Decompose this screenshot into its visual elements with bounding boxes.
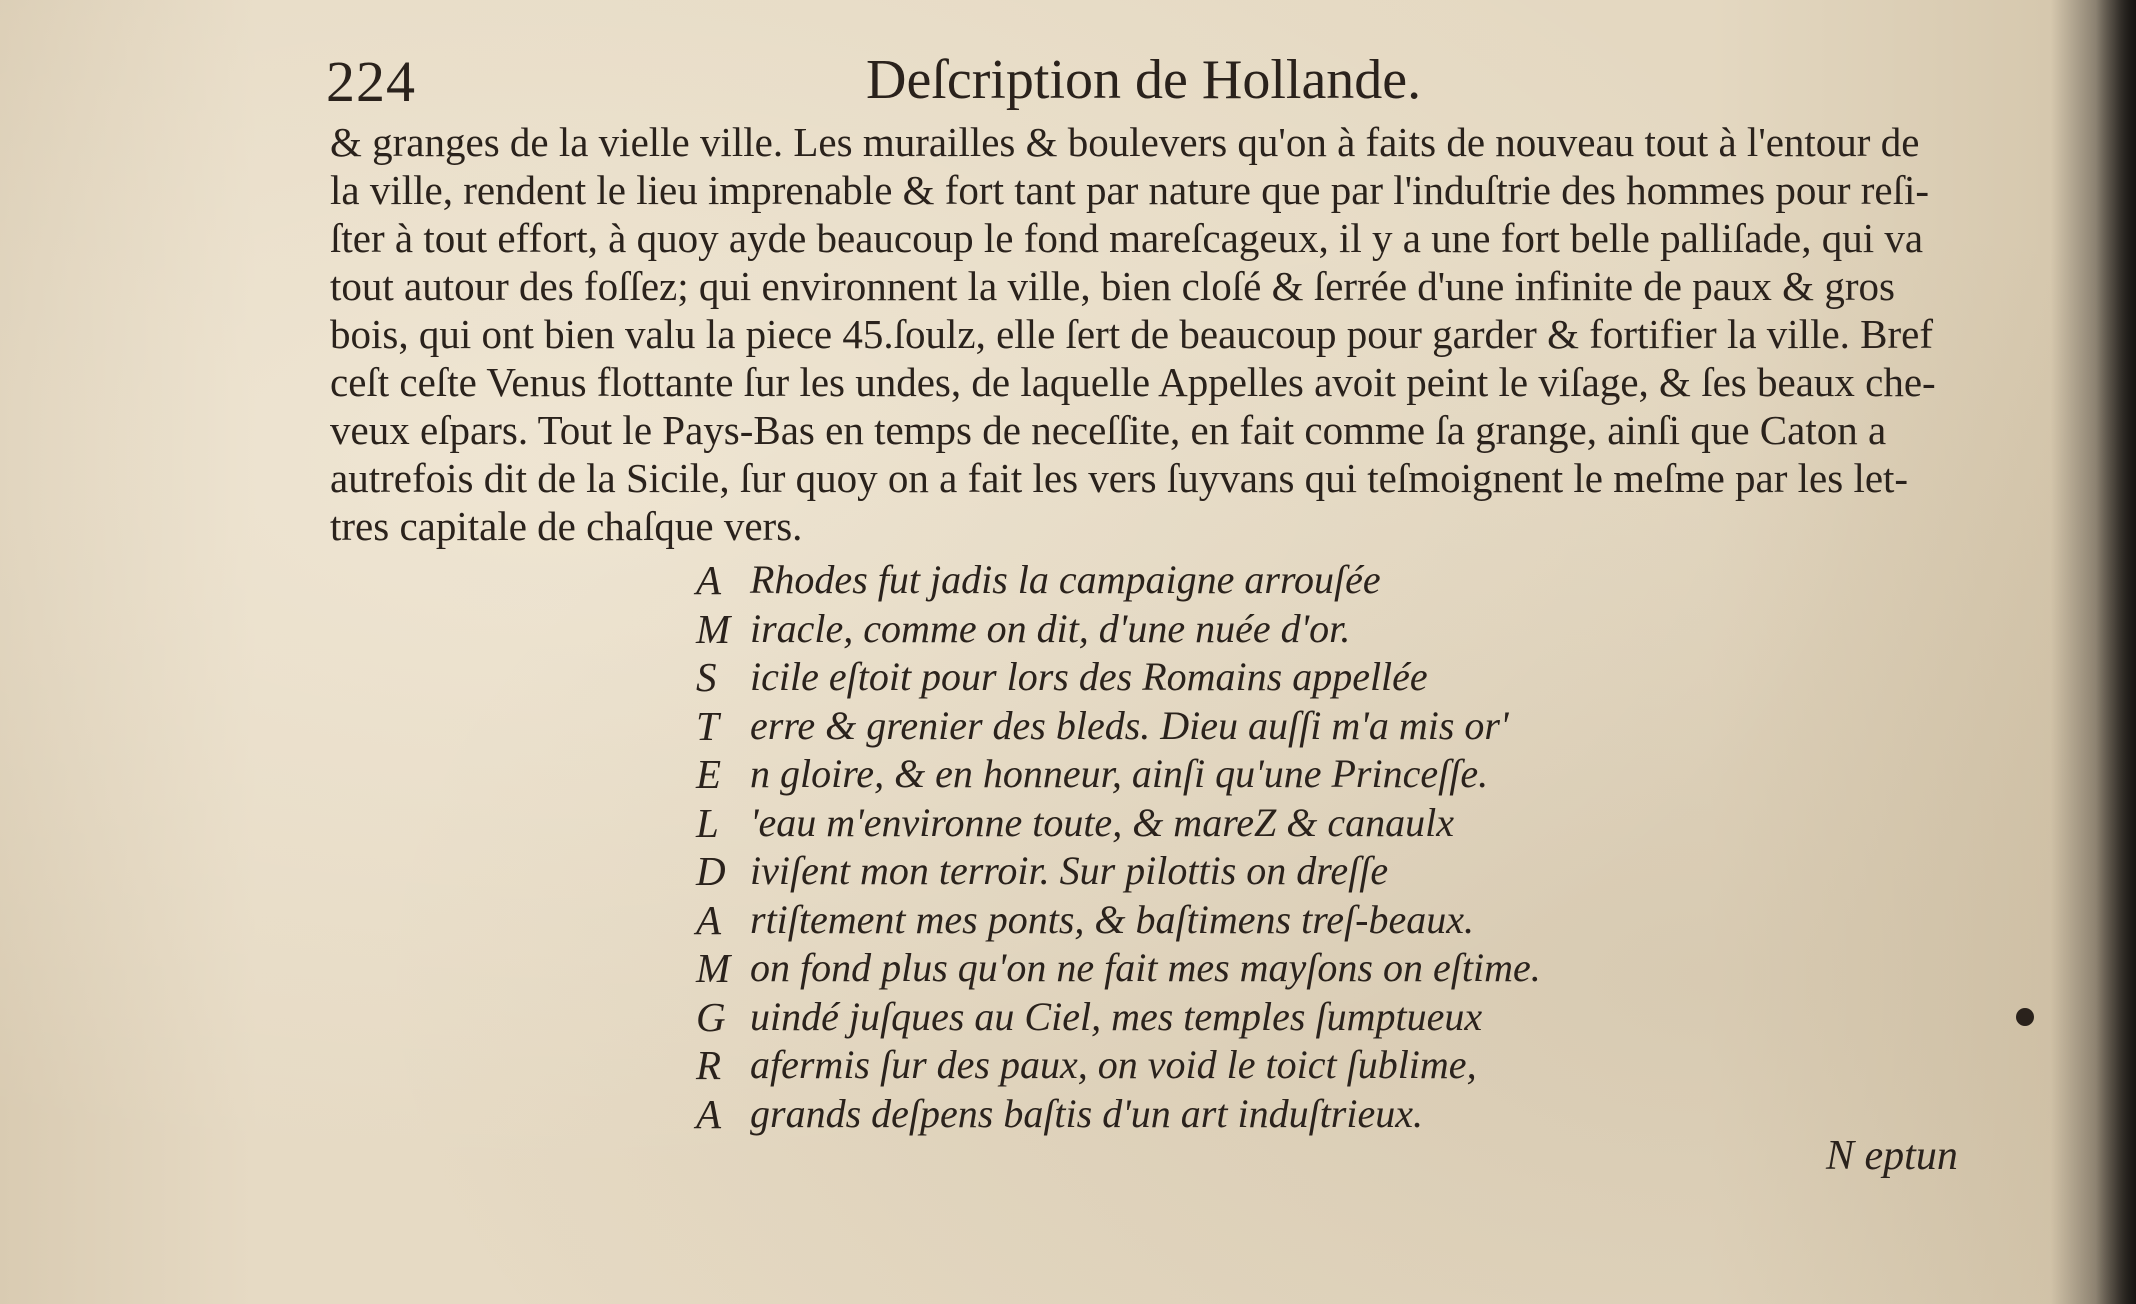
text-line: tres capitale de chaſque vers. [330, 503, 803, 549]
verse-text: icile eſtoit pour lors des Romains appellée [750, 654, 1428, 699]
acrostic-poem [690, 556, 1690, 1138]
text-line: tout autour des foſſez; qui environnent la ville, bien cloſé & ſerrée d'une infinite de paux & gros [330, 263, 1895, 309]
poem-verse [690, 653, 1690, 702]
poem-verse [690, 750, 1690, 799]
verse-initial: M [696, 945, 731, 991]
poem-verse [690, 993, 1690, 1042]
verse-text: on fond plus qu'on ne fait mes mayſons on eſtime. [750, 945, 1541, 990]
verse-initial: S [696, 654, 717, 700]
poem-verse [690, 556, 1690, 605]
verse-text: afermis ſur des paux, on void le toict ſublime, [750, 1042, 1477, 1087]
page-number: 224 [326, 49, 416, 114]
page-header [326, 48, 1966, 118]
verse-text: rtiſtement mes ponts, & baſtimens treſ-beaux. [750, 896, 1474, 942]
poem-verse [690, 605, 1690, 654]
verse-initial: L [696, 799, 719, 846]
running-title: Deſcription de Hollande. [866, 49, 1422, 111]
verse-text: uindé juſques au Ciel, mes temples ſumptueux [750, 993, 1483, 1039]
verse-text: n gloire, & en honneur, ainſi qu'une Princeſſe. [750, 751, 1489, 796]
poem-verse [690, 847, 1690, 896]
verse-text: erre & grenier des bleds. Dieu auſſi m'a mis or' [750, 702, 1509, 748]
verse-initial: D [696, 848, 726, 894]
text-line: & granges de la vielle ville. Les murailles & boulevers qu'on à faits de nouveau tout à l'entour de [330, 119, 1920, 165]
verse-text: Rhodes fut jadis la campaigne arrouſée [750, 557, 1381, 602]
poem-verse [690, 1041, 1690, 1090]
ink-spot [2016, 1008, 2034, 1026]
text-line: veux eſpars. Tout le Pays-Bas en temps de neceſſite, en fait comme ſa grange, ainſi que Caton a [330, 407, 1887, 453]
poem-verse [690, 896, 1690, 945]
text-line: bois, qui ont bien valu la piece 45.ſoulz, elle ſert de beaucoup pour garder & fortifier la ville. Bref [330, 311, 1934, 357]
verse-initial: A [696, 896, 722, 943]
text-line: la ville, rendent le lieu imprenable & fort tant par nature que par l'induſtrie des hommes pour reſi- [330, 167, 1930, 213]
verse-initial: A [696, 1090, 722, 1137]
page-edge-shadow [2096, 0, 2136, 1304]
verse-text: grands deſpens baſtis d'un art induſtrieux. [750, 1090, 1423, 1136]
verse-initial: A [696, 557, 722, 603]
verse-text: iviſent mon terroir. Sur pilottis on dreſſe [750, 848, 1389, 893]
poem-verse [690, 944, 1690, 993]
verse-initial: M [696, 605, 731, 652]
verse-initial: G [696, 993, 726, 1040]
verse-text: iracle, comme on dit, d'une nuée d'or. [750, 605, 1351, 651]
catchword: N eptun [1826, 1133, 1958, 1179]
poem-verse [690, 702, 1690, 751]
verse-text: 'eau m'environne toute, & mareZ & canaulx [750, 799, 1455, 845]
verse-initial: E [696, 751, 722, 797]
poem-verse [690, 799, 1690, 848]
text-line: ceſt ceſte Venus flottante ſur les undes, de laquelle Appelles avoit peint le viſage, & ſes beaux che- [330, 359, 1936, 405]
body-text [330, 118, 1970, 550]
verse-initial: T [696, 702, 719, 749]
verse-initial: R [696, 1042, 722, 1088]
text-line: autrefois dit de la Sicile, ſur quoy on a fait les vers ſuyvans qui teſmoignent le meſme par les let- [330, 455, 1909, 501]
poem-verse [690, 1090, 1690, 1139]
text-line: ſter à tout effort, à quoy ayde beaucoup le fond mareſcageux, il y a une fort belle palliſade, qui va [330, 215, 1924, 261]
